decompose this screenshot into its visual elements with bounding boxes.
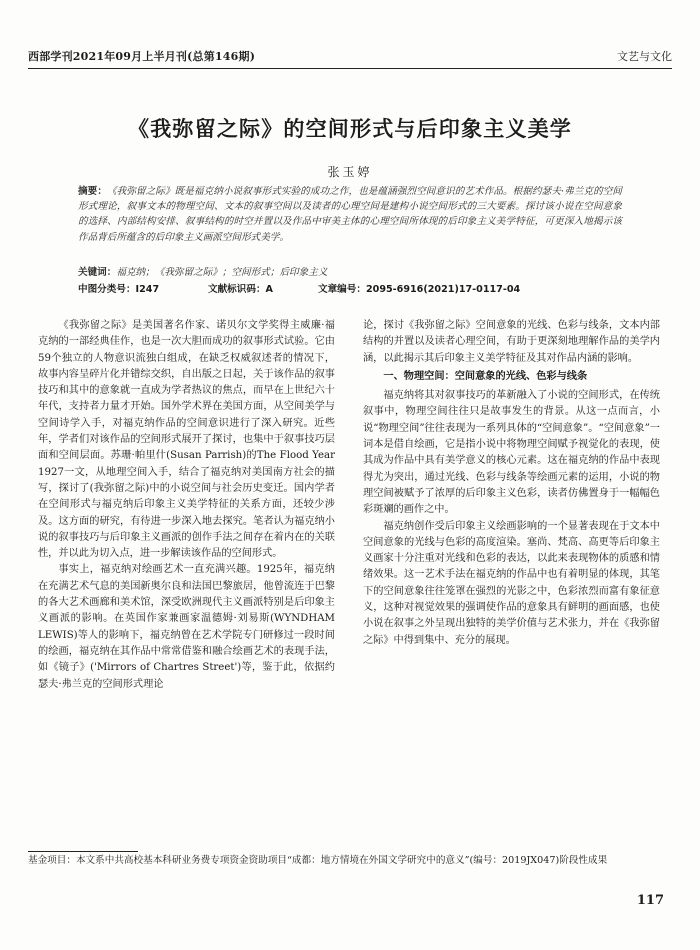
journal-name: 西部学刊2021年09月上半月刊(总第146期) (28, 50, 256, 63)
abstract (78, 184, 622, 245)
article-meta (78, 281, 622, 295)
document-code: 文献标识码：A (208, 284, 273, 295)
body-column-right (363, 318, 660, 649)
keywords (78, 264, 622, 278)
body-paragraph: 《我弥留之际》是美国著名作家、诺贝尔文学奖得主威廉·福克纳的一部经典佳作，也是一次大胆而成功的叙事形式试验。它由59个独立的人物意识流独白组成，在缺乏权威叙述者的情况下，故事内容呈碎片化并错综交织，自出版之日起，关于该作品的叙事技巧和其中的意象就一直成为学者热议的焦点，而早在上世纪六十年代，支持者力量才开始。国外学术界在美国方面，从空间美学与空间诗学入手，对福克纳作品的空间意识进行了深入研究。近些年，学者们对该作品的空间形式展开了探讨，也集中于叙事技巧层面和空间层面。苏珊·帕里什(Susan Parrish)的The Flood Year 1927一文，从地理空间入手，结合了福克纳对美国南方社会的描写，探讨了(我弥留之际)中的小说空间与社会历史变迁。国内学者在空间形式与福克纳后印象主义美学特征的关系方面，还较少涉及。这方面的研究，有待进一步深入地去探究。笔者认为福克纳小说的叙事技巧与后印象主义画派的创作手法之间存在着内在的关联性，并以此为切入点，进一步解读该作品的空间形式。 (38, 320, 335, 560)
article-title: 《我弥留之际》的空间形式与后印象主义美学 (128, 117, 572, 141)
abstract-text: 《我弥留之际》既是福克纳小说叙事形式实验的成功之作，也是蕴涵强烈空间意识的艺术作品。根据约瑟夫·弗兰克的空间形式理论，叙事文本的物理空间、文本的叙事空间以及读者的心理空间是建构小说空间形式的三大要素。探讨该小说在空间意象的选择、内部结构安排、叙事结构的时空并置以及作品中审美主体的心理空间所体现的后印象主义美学特征，可更深入地揭示该作品背后所蕴含的后印象主义画派空间形式美学。 (78, 186, 622, 243)
body-paragraph: 事实上，福克纳对绘画艺术一直充满兴趣。1925年，福克纳在充满艺术气息的美国新奥尔良和法国巴黎旅居，他曾流连于巴黎的各大艺术画廊和美术馆，深受欧洲现代主义画派特别是后印象主义画派的影响。在英国作家兼画家温德姆·刘易斯(WYNDHAM LEWIS)等人的影响下，福克纳曾在艺术学院专门研修过一段时间的绘画，福克纳在其作品中常常借鉴和融合绘画艺术的表现手法，如《镜子》('Mirrors of Chartres Street')等，鉴于此，依据约瑟夫·弗兰克的空间形式理论 (38, 564, 335, 690)
body-paragraph: 福克纳将其对叙事技巧的革新融入了小说的空间形式，在传统叙事中，物理空间往往只是故事发生的背景。从这一点而言，小说“物理空间”往往表现为一系列具体的“空间意象”。“空间意象”一词本是借自绘画，它是指小说中将物理空间赋予视觉化的表现，使其成为作品中具有美学意义的核心元素。这在福克纳的作品中表现得尤为突出，通过光线、色彩与线条等绘画元素的运用，小说的物理空间被赋予了浓厚的后印象主义色彩，读者仿佛置身于一幅幅色彩斑斓的画作之中。 (363, 390, 660, 516)
body-column-left (38, 318, 335, 693)
clc-number: 中图分类号：I247 (78, 284, 160, 295)
author-name: 张玉婷 (327, 165, 373, 179)
footnote: 基金项目：本文系中共高校基本科研业务费专项资金资助项目“成都：地方情境在外国文学研究中的意义”(编号：2019JX047)阶段性成果 (28, 855, 608, 866)
running-header (28, 48, 672, 64)
section-name: 文艺与文化 (617, 50, 672, 63)
page-number: 117 (636, 893, 664, 908)
article-number: 文章编号：2095-6916(2021)17-0117-04 (318, 284, 521, 295)
footnote-rule (28, 851, 138, 852)
section-heading: 一、物理空间：空间意象的光线、色彩与线条 (383, 370, 588, 382)
body-paragraph: 论，探讨《我弥留之际》空间意象的光线、色彩与线条，文本内部结构的并置以及读者心理空间，有助于更深刻地理解作品的美学内涵，以此揭示其后印象主义美学特征及其对作品内涵的影响。 (363, 320, 660, 364)
keywords-label: 关键词： (78, 267, 117, 278)
keywords-text: 福克纳；《我弥留之际》；空间形式；后印象主义 (116, 267, 328, 278)
body-paragraph: 福克纳创作受后印象主义绘画影响的一个显著表现在于文本中空间意象的光线与色彩的高度渲染。塞尚、梵高、高更等后印象主义画家十分注重对光线和色彩的表达，以此来表现物体的质感和情绪效果。这一艺术手法在福克纳的作品中也有着明显的体现，其笔下的空间意象往往笼罩在强烈的光影之中，色彩浓烈而富有象征意义，这种对视觉效果的强调使作品的意象具有鲜明的画面感，也使小说在叙事之外呈现出独特的美学价值与艺术张力，并在《我弥留之际》中得到集中、充分的展现。 (363, 520, 660, 646)
abstract-label: 摘要： (78, 186, 107, 197)
header-rule (28, 68, 672, 69)
